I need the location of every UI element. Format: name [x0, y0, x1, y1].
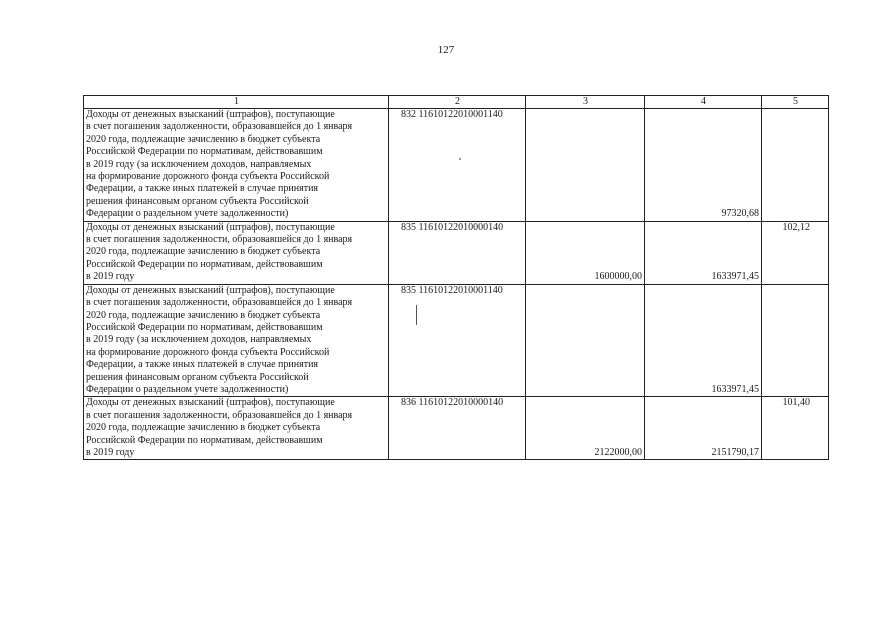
revenue-table: [83, 95, 829, 460]
column-header-4: 4: [645, 96, 762, 109]
row-description: Доходы от денежных взысканий (штрафов), поступающие в счет погашения задолженности, образовавшейся до 1 января 2020 года, подлежащие зачислению в бюджет субъекта Российской Федерации по нормативам, действовавшим в 2019 году (за исключением доходов, направляемых на формирование дорожного фонда субъекта Российской Федерации, а также иных платежей в случае принятия решения финансовым органом субъекта Российской Федерации о раздельном учете задолженности): [84, 109, 389, 222]
row-plan-value: [526, 284, 645, 397]
column-header-3: 3: [526, 96, 645, 109]
column-header-5: 5: [762, 96, 829, 109]
row-actual-value: 1633971,45: [645, 284, 762, 397]
row-actual-value: 2151790,17: [645, 397, 762, 460]
row-plan-value: [526, 109, 645, 222]
table-row: [84, 397, 829, 460]
row-plan-value: 2122000,00: [526, 397, 645, 460]
table-row: [84, 284, 829, 397]
row-percent-value: 101,40: [762, 397, 829, 460]
column-header-1: 1: [84, 96, 389, 109]
row-plan-value: 1600000,00: [526, 221, 645, 284]
row-code: 835 11610122010000140: [389, 221, 526, 284]
row-code: 832 11610122010001140: [389, 109, 526, 222]
row-description: Доходы от денежных взысканий (штрафов), поступающие в счет погашения задолженности, образовавшейся до 1 января 2020 года, подлежащие зачислению в бюджет субъекта Российской Федерации по нормативам, действовавшим в 2019 году (за исключением доходов, направляемых на формирование дорожного фонда субъекта Российской Федерации, а также иных платежей в случае принятия решения финансовым органом субъекта Российской Федерации о раздельном учете задолженности): [84, 284, 389, 397]
page-number: 127: [437, 44, 455, 56]
row-code: 836 11610122010000140: [389, 397, 526, 460]
row-description: Доходы от денежных взысканий (штрафов), поступающие в счет погашения задолженности, образовавшейся до 1 января 2020 года, подлежащие зачислению в бюджет субъекта Российской Федерации по нормативам, действовавшим в 2019 году: [84, 221, 389, 284]
row-actual-value: 1633971,45: [645, 221, 762, 284]
column-header-2: 2: [389, 96, 526, 109]
scan-artifact-dot: [459, 158, 461, 160]
table-row: [84, 109, 829, 222]
scan-artifact-line: [416, 305, 417, 325]
row-description: Доходы от денежных взысканий (штрафов), поступающие в счет погашения задолженности, образовавшейся до 1 января 2020 года, подлежащие зачислению в бюджет субъекта Российской Федерации по нормативам, действовавшим в 2019 году: [84, 397, 389, 460]
table-row: [84, 221, 829, 284]
row-actual-value: 97320,68: [645, 109, 762, 222]
row-percent-value: [762, 109, 829, 222]
table-header-row: [84, 96, 829, 109]
row-code: 835 11610122010001140: [389, 284, 526, 397]
row-percent-value: [762, 284, 829, 397]
row-percent-value: 102,12: [762, 221, 829, 284]
